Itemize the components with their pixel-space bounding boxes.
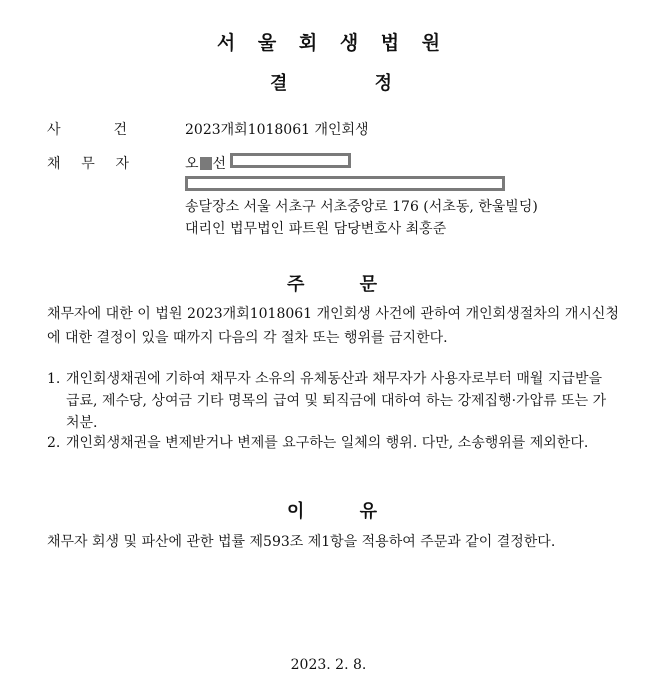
order-item (47, 368, 609, 434)
order-item (47, 432, 609, 454)
case-number: 2023개회1018061 개인회생 (185, 122, 369, 138)
debtor-label-char: 채 (47, 156, 61, 172)
order-heading (287, 270, 377, 296)
case-label-char: 사 (47, 122, 61, 138)
legal-agent: 대리인 법무법인 파트원 담당변호사 최홍준 (185, 221, 447, 237)
court-name-char: 울 (257, 32, 277, 54)
order-item-text: 개인회생채권을 변제받거나 변제를 요구하는 일체의 행위. 다만, 소송행위를 제외한다. (66, 435, 589, 451)
decision-date: 2023. 2. 8. (290, 657, 367, 673)
court-name-char: 서 (216, 32, 236, 54)
court-name-char: 생 (339, 32, 359, 54)
order-item-number: 2. (47, 435, 61, 451)
case-label (47, 119, 127, 139)
court-name-char: 원 (421, 32, 441, 54)
debtor-label-char: 자 (115, 156, 129, 172)
order-heading-char: 문 (359, 274, 377, 295)
court-name (0, 28, 657, 55)
document-title-char: 정 (374, 73, 392, 94)
debtor-name-last: 선 (212, 156, 227, 172)
court-name-char: 법 (380, 32, 400, 54)
order-item-text: 개인회생채권에 기하여 채무자 소유의 유체동산과 채무자가 사용자로부터 매월 지급받을 급료, 제수당, 상여금 기타 명목의 급여 및 퇴직금에 대하여 하는 강제집행·가압류 또는 가처분. (66, 371, 607, 431)
delivery-address: 송달장소 서울 서초구 서초중앙로 176 (서초동, 한울빌딩) (185, 199, 538, 215)
debtor-name (185, 153, 226, 173)
debtor-name-first: 오 (185, 156, 199, 172)
order-text: 채무자에 대한 이 법원 2023개회1018061 개인회생 사건에 관하여 개인회생절차의 개시신청에 대한 결정이 있을 때까지 다음의 각 절차 또는 행위를 금지한다. (47, 306, 619, 346)
debtor-address-redaction (185, 176, 505, 191)
document-title-char: 결 (270, 73, 288, 94)
debtor-id-redaction (230, 153, 351, 168)
order-item-number: 1. (47, 371, 61, 387)
reason-heading-char: 이 (287, 501, 305, 522)
court-name-char: 회 (298, 32, 318, 54)
debtor-label-char: 무 (81, 156, 95, 172)
debtor-label (47, 153, 129, 173)
reason-heading-char: 유 (359, 501, 377, 522)
order-heading-char: 주 (287, 274, 305, 295)
reason-heading (287, 497, 377, 523)
name-redaction (200, 157, 212, 170)
reason-text: 채무자 회생 및 파산에 관한 법률 제593조 제1항을 적용하여 주문과 같이 결정한다. (47, 534, 556, 550)
case-label-char: 건 (113, 122, 127, 138)
document-title (270, 69, 392, 95)
